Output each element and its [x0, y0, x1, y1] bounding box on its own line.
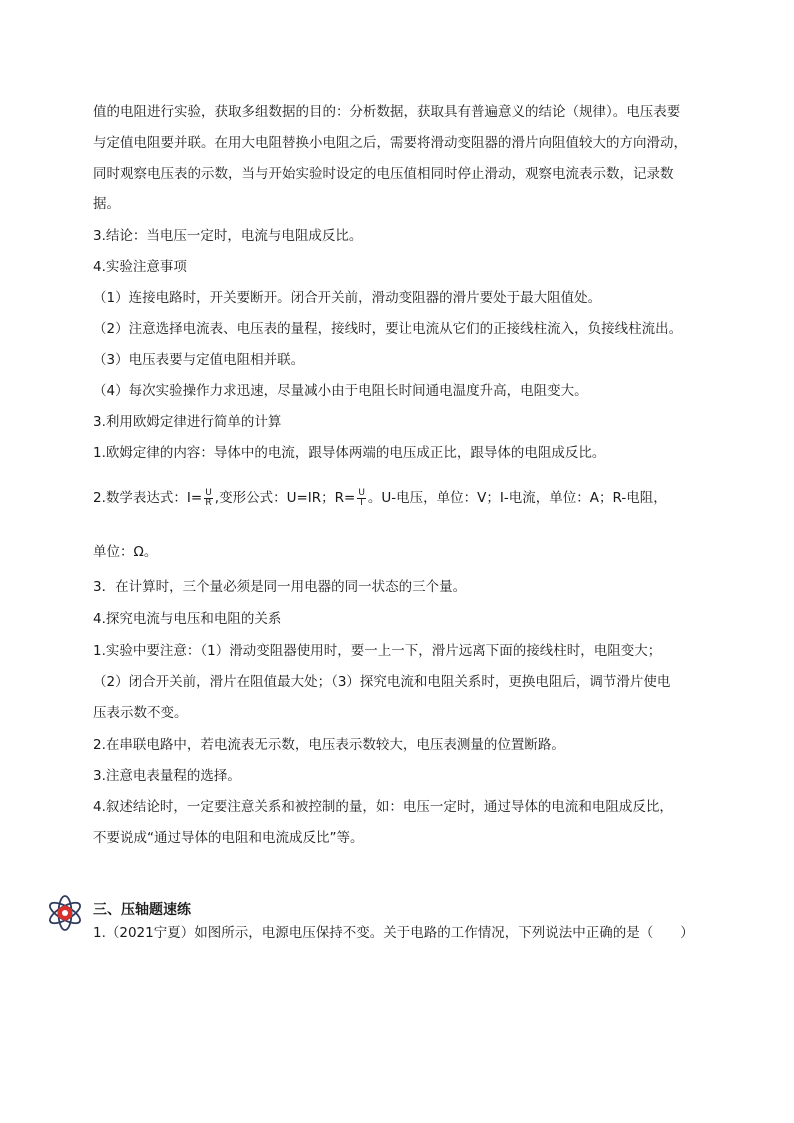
fraction-numerator: U [205, 487, 212, 498]
fraction-denominator: R [205, 497, 212, 508]
section-title: 三、压轴题速练 [93, 902, 191, 918]
note-line: （2）注意选择电流表、电压表的量程，接线时，要让电流从它们的正接线柱流入，负接线柱流出。 [93, 321, 683, 337]
formula-prefix: 2.数学表达式：I= [93, 490, 203, 506]
paragraph-line: 不要说成“通过导体的电阻和电流成反比”等。 [93, 830, 364, 846]
paragraph-line: 值的电阻进行实验，获取多组数据的目的：分析数据，获取具有普遍意义的结论（规律）。电压表要 [93, 104, 681, 120]
formula-middle: ,变形公式：U=IR；R= [214, 490, 356, 506]
heading-line: 3.利用欧姆定律进行简单的计算 [93, 414, 282, 430]
paragraph-line: 3．在计算时，三个量必须是同一用电器的同一状态的三个量。 [93, 579, 467, 595]
paragraph-line: 同时观察电压表的示数，当与开始实验时设定的电压值相同时停止滑动，观察电流表示数，记录数 [93, 166, 674, 182]
formula-suffix: 。U-电压，单位：V；I-电流，单位：A；R-电阻， [367, 490, 667, 506]
paragraph-line: 单位：Ω。 [93, 544, 158, 560]
paragraph-line: 2.在串联电路中，若电流表无示数，电压表示数较大，电压表测量的位置断路。 [93, 737, 565, 753]
fraction-denominator: I [360, 497, 363, 508]
paragraph-line: 3.注意电表量程的选择。 [93, 768, 241, 784]
paragraph-line: 1.欧姆定律的内容：导体中的电流，跟导体两端的电压成正比，跟导体的电阻成反比。 [93, 445, 606, 461]
atom-logo-icon [45, 893, 85, 933]
paragraph-line: 压表示数不变。 [93, 705, 188, 721]
note-line: （3）电压表要与定值电阻相并联。 [93, 352, 305, 368]
formula-line [93, 485, 713, 511]
fraction-numerator: U [358, 487, 365, 498]
paragraph-line: （2）闭合开关前，滑片在阻值最大处；（3）探究电流和电阻关系时，更换电阻后，调节滑片使电 [93, 674, 671, 690]
note-line: （4）每次实验操作力求迅速，尽量减小由于电阻长时间通电温度升高，电阻变大。 [93, 383, 588, 399]
conclusion-line: 3.结论：当电压一定时，电流与电阻成反比。 [93, 228, 363, 244]
paragraph-line: 与定值电阻要并联。在用大电阻替换小电阻之后，需要将滑动变阻器的滑片向阻值较大的方向滑动， [93, 135, 687, 151]
heading-line: 4.实验注意事项 [93, 259, 187, 275]
heading-line: 4.探究电流与电压和电阻的关系 [93, 611, 282, 627]
paragraph-line: 1.实验中要注意：（1）滑动变阻器使用时，要一上一下，滑片远离下面的接线柱时，电阻变大； [93, 643, 662, 659]
note-line: （1）连接电路时，开关要断开。闭合开关前，滑动变阻器的滑片要处于最大阻值处。 [93, 290, 602, 306]
fraction-u-over-i [357, 489, 366, 508]
paragraph-line: 4.叙述结论时，一定要注意关系和被控制的量，如：电压一定时，通过导体的电流和电阻成反比， [93, 799, 673, 815]
question-line: 1.（2021宁夏）如图所示，电源电压保持不变。关于电路的工作情况，下列说法中正确的是（ ） [93, 925, 694, 941]
paragraph-line: 据。 [93, 196, 120, 212]
fraction-u-over-r [204, 489, 213, 508]
